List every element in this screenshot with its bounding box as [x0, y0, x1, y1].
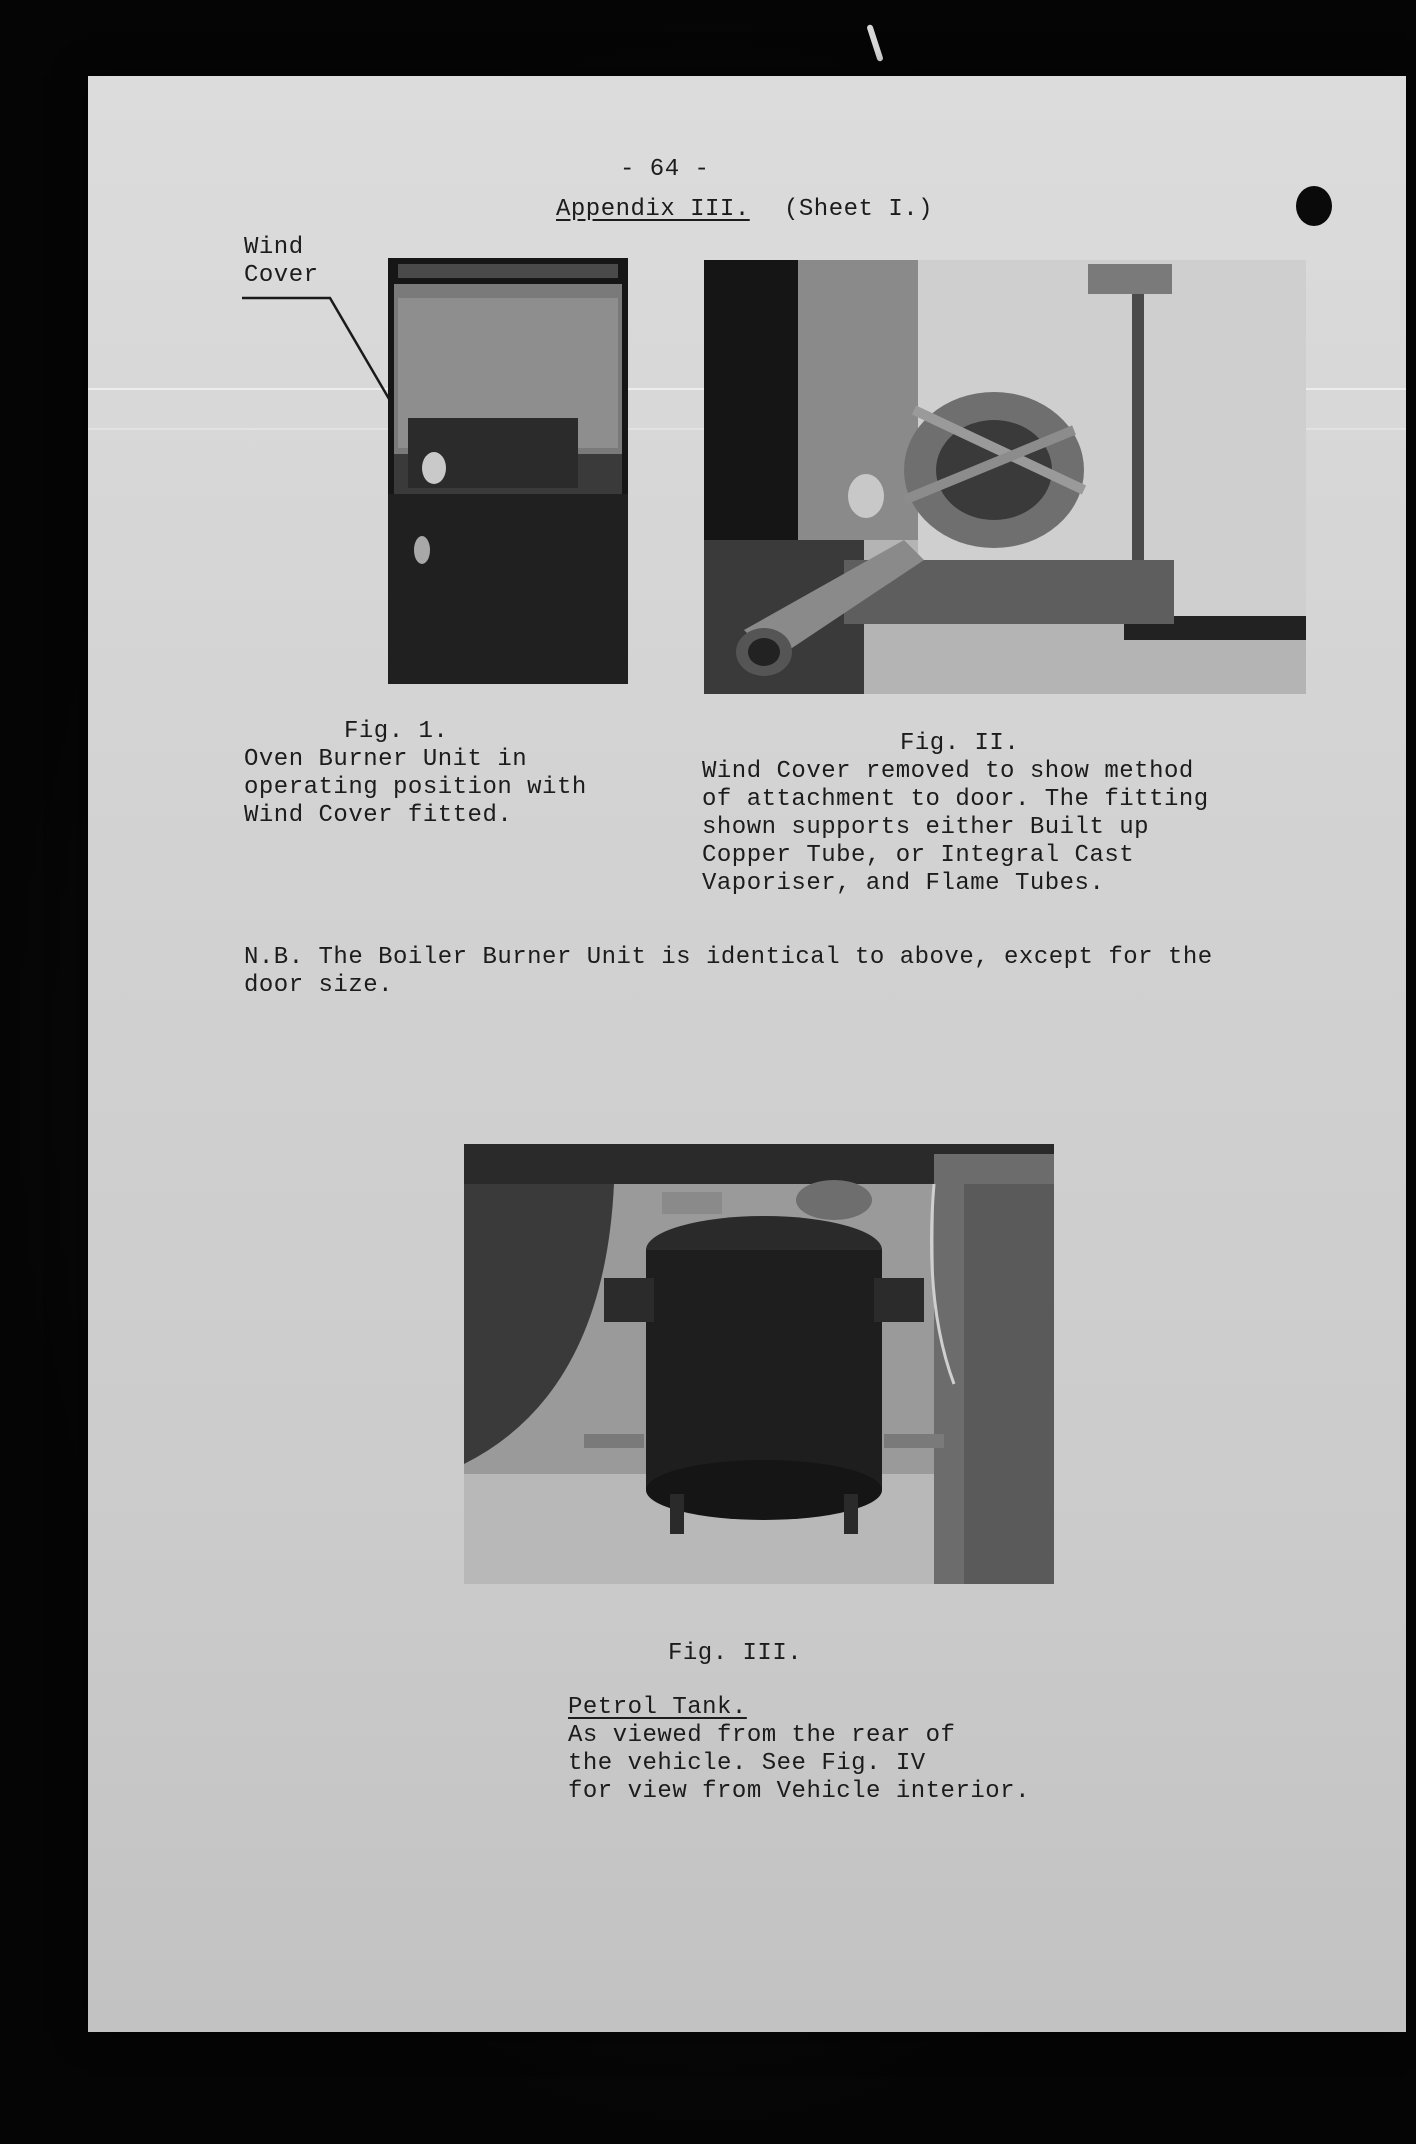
appendix-title: Appendix III. — [556, 196, 750, 223]
note-line: N.B. The Boiler Burner Unit is identical to above, except for the — [244, 944, 1213, 971]
oven-burner-illustration — [388, 258, 628, 684]
fig2-caption-line: Vaporiser, and Flame Tubes. — [702, 870, 1105, 897]
fig3-caption-line: As viewed from the rear of — [568, 1722, 956, 1749]
fig1-caption-line: Wind Cover fitted. — [244, 802, 513, 829]
fig3-heading: Petrol Tank. — [568, 1694, 747, 1721]
callout-label-line1: Wind — [244, 234, 304, 261]
fig2-title: Fig. II. — [900, 730, 1020, 757]
fig3-title: Fig. III. — [668, 1640, 803, 1667]
petrol-tank-illustration — [464, 1144, 1054, 1584]
fig1-title: Fig. 1. — [344, 718, 449, 745]
fig3-caption-line: for view from Vehicle interior. — [568, 1778, 1030, 1805]
fig3-caption-line: the vehicle. See Fig. IV — [568, 1750, 926, 1777]
fig3-photo — [464, 1144, 1054, 1584]
sheet-label: (Sheet I.) — [784, 196, 934, 223]
fig1-caption-line: Oven Burner Unit in — [244, 746, 528, 773]
fig2-photo — [704, 260, 1306, 694]
fig2-caption-line: Copper Tube, or Integral Cast — [702, 842, 1135, 869]
fig1-caption-line: operating position with — [244, 774, 587, 801]
fig2-caption-line: of attachment to door. The fitting — [702, 786, 1209, 813]
callout-label-line2: Cover — [244, 262, 319, 289]
fig2-caption-line: Wind Cover removed to show method — [702, 758, 1194, 785]
fig1-photo — [388, 258, 628, 684]
burner-fitting-illustration — [704, 260, 1306, 694]
page-number: - 64 - — [620, 156, 710, 183]
fig2-caption-line: shown supports either Built up — [702, 814, 1150, 841]
note-line: door size. — [244, 972, 394, 999]
